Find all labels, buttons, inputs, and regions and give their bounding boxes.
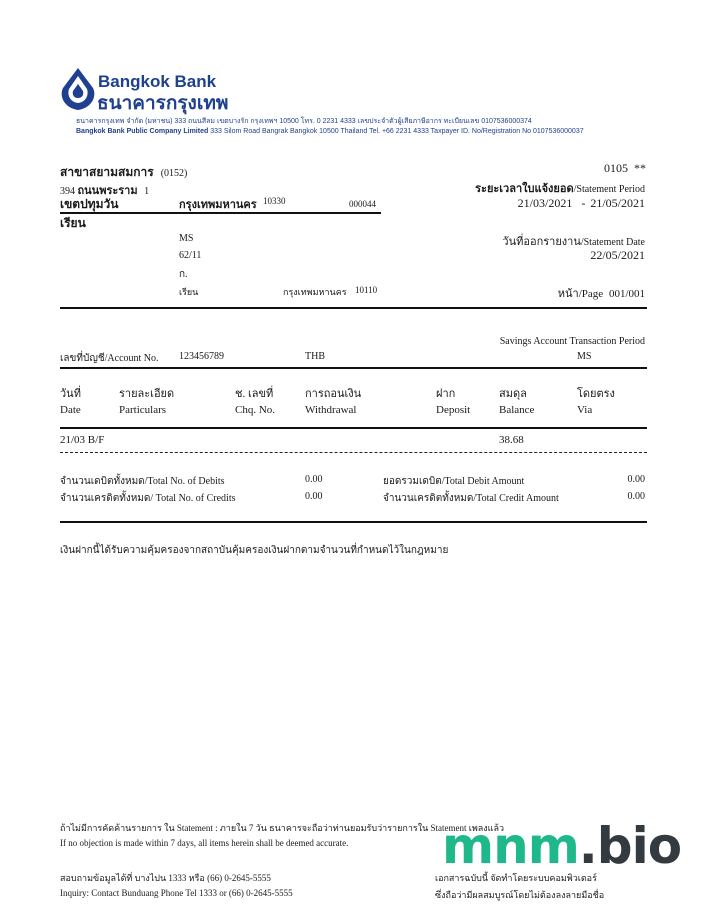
total-credit-amount-value: 0.00 xyxy=(627,491,645,502)
col-header-date xyxy=(60,386,81,418)
col-header-date-th: วันที่ xyxy=(60,388,81,400)
col-header-chq xyxy=(235,386,275,418)
total-debit-amount-label: ยอดรวมเดบิต/Total Debit Amount xyxy=(383,476,525,487)
footer-inquiry-en: Inquiry: Contact Bunduang Phone Tel 1333 or (66) 0-2645-5555 xyxy=(60,888,293,898)
bank-logo xyxy=(60,66,96,112)
branch-code: (0152) xyxy=(160,168,188,179)
period-from: 21/03/2021 xyxy=(517,196,573,210)
account-label xyxy=(60,351,159,366)
totals-divider xyxy=(60,521,647,523)
watermark xyxy=(442,818,681,874)
period-label xyxy=(475,179,645,197)
deposit-protection-notice: เงินฝากนี้ได้รับความคุ้มครองจากสถาบันคุ้มครองเงินฝากตามจำนวนที่กำหนดไว้ในกฎหมาย xyxy=(60,545,449,556)
footer-objection-th: ถ้าไม่มีการคัดค้านรายการ ใน Statement : ภายใน 7 วัน ธนาคารจะถือว่าท่านยอมรับว่ารายการใน Statement เพลงแล้ว xyxy=(60,823,505,833)
recipient-address1: 62/11 xyxy=(179,250,202,261)
statement-date-label-en: /Statement Date xyxy=(580,237,645,248)
footer-objection-en: If no objection is made within 7 days, all items herein shall be deemed accurate. xyxy=(60,838,349,848)
account-currency: THB xyxy=(305,351,325,362)
account-divider xyxy=(60,367,647,369)
col-header-date-en: Date xyxy=(60,404,81,416)
page-code: 0105 xyxy=(604,161,628,175)
col-header-deposit-en: Deposit xyxy=(436,404,471,416)
col-header-withdrawal-en: Withdrawal xyxy=(305,404,357,416)
col-header-particulars-en: Particulars xyxy=(119,404,167,416)
branch-ref: 000044 xyxy=(349,199,376,209)
recipient-address3: เรียน xyxy=(179,287,199,297)
period-to: 21/05/2021 xyxy=(590,196,645,210)
branch-postcode: 10330 xyxy=(263,196,286,206)
total-debit-amount-value: 0.00 xyxy=(627,474,645,485)
page-code-line xyxy=(604,161,646,176)
account-label-en: /Account No. xyxy=(104,353,159,364)
page-label-th: หน้า xyxy=(557,288,579,300)
col-header-balance xyxy=(499,386,534,418)
footer-inquiry-th: สอบถามข้อมูลได้ที่ บางไปน 1333 หรือ (66) 0-2645-5555 xyxy=(60,873,271,883)
table-header-divider xyxy=(60,427,647,429)
page-stars: ** xyxy=(634,161,646,175)
bank-line-th: ธนาคารกรุงเทพ จำกัด (มหาชน) 333 ถนนสีลม เขตบางรัก กรุงเทพฯ 10500 โทร. 0 2231 4333 เลขประจำตัวผู้เสียภาษีอากร ทะเบียนเลข 0107536000374 xyxy=(76,118,532,125)
total-debits-value: 0.00 xyxy=(305,474,323,485)
brand-th: ธนาคารกรุงเทพ xyxy=(97,93,229,114)
col-header-via-en: Via xyxy=(577,404,593,416)
bank-logo-icon xyxy=(60,66,96,112)
statement-date-label-th: วันที่ออกรายงาน xyxy=(502,236,581,248)
account-number: 123456789 xyxy=(179,351,224,362)
recipient-postcode: 10110 xyxy=(355,285,378,295)
section-divider-top xyxy=(60,307,647,309)
col-header-chq-th: ช. เลขที่ xyxy=(235,388,274,400)
period-label-th: ระยะเวลาใบแจ้งยอด xyxy=(475,183,574,195)
bank-line-en xyxy=(76,128,584,135)
page-label-en: /Page xyxy=(578,288,604,300)
recipient-name: MS xyxy=(179,233,194,244)
branch-province: กรุงเทพมหานคร xyxy=(179,199,257,211)
col-header-deposit-th: ฝาก xyxy=(436,388,456,400)
branch-addr-road: ถนนพระราม xyxy=(77,185,138,197)
col-header-via-th: โดยตรง xyxy=(577,388,615,400)
col-header-chq-en: Chq. No. xyxy=(235,404,276,416)
col-header-particulars-th: รายละเอียด xyxy=(119,388,175,400)
total-debits-label: จำนวนเดบิตทั้งหมด/Total No. of Debits xyxy=(60,476,225,487)
row-dashed-divider xyxy=(60,452,647,453)
col-header-deposit xyxy=(436,386,470,418)
col-header-particulars xyxy=(119,386,174,418)
row-date-particulars: 21/03 B/F xyxy=(60,434,105,446)
account-period-title: Savings Account Transaction Period xyxy=(499,336,645,347)
recipient-province: กรุงเทพมหานคร xyxy=(283,287,347,297)
row-balance: 38.68 xyxy=(499,434,524,446)
col-header-balance-th: สมดุล xyxy=(499,388,527,400)
bank-line-en-address: 333 Silom Road Bangrak Bangkok 10500 Thailand Tel. +66 2231 4333 Taxpayer ID. No/Registration No 0107536000037 xyxy=(210,128,584,135)
bank-line-en-company: Bangkok Bank Public Company Limited xyxy=(76,128,209,135)
branch-district: เขตปทุมวัน xyxy=(60,197,119,211)
total-credits-value: 0.00 xyxy=(305,491,323,502)
branch-addr-suffix: 1 xyxy=(144,186,150,197)
recipient-address2: ก. xyxy=(179,269,188,280)
period-label-en: /Statement Period xyxy=(573,184,645,195)
col-header-via xyxy=(577,386,615,418)
watermark-part2: .bio xyxy=(578,817,682,875)
branch-underline xyxy=(60,212,381,214)
period-sep: - xyxy=(581,196,586,210)
total-credit-amount-label: จำนวนเครดิตทั้งหมด/Total Credit Amount xyxy=(383,493,559,504)
watermark-part1: mnm xyxy=(442,817,579,875)
greeting: เรียน xyxy=(60,216,86,230)
account-holder: MS xyxy=(577,351,592,362)
footer-computer-th2: ซึ่งถือว่ามีผลสมบูรณ์โดยไม่ต้องลงลายมือชื่อ xyxy=(435,890,605,900)
branch-name-line xyxy=(60,163,187,182)
period-range xyxy=(518,196,645,211)
statement-date: 22/05/2021 xyxy=(590,248,645,262)
account-label-th: เลขที่บัญชี xyxy=(60,353,105,364)
page-number xyxy=(558,284,645,302)
branch-name: สาขาสยามสมการ xyxy=(60,165,154,179)
total-credits-label: จำนวนเครดิตทั้งหมด/ Total No. of Credits xyxy=(60,493,236,504)
col-header-balance-en: Balance xyxy=(499,404,535,416)
branch-addr-num: 394 xyxy=(60,186,75,197)
brand-en: Bangkok Bank xyxy=(98,72,217,91)
table-row xyxy=(60,434,647,450)
page-value: 001/001 xyxy=(608,288,645,300)
footer-computer-th1: เอกสารฉบับนี้ จัดทำโดยระบบคอมพิวเตอร์ xyxy=(435,873,597,883)
col-header-withdrawal-th: การถอนเงิน xyxy=(305,388,362,400)
col-header-withdrawal xyxy=(305,386,361,418)
